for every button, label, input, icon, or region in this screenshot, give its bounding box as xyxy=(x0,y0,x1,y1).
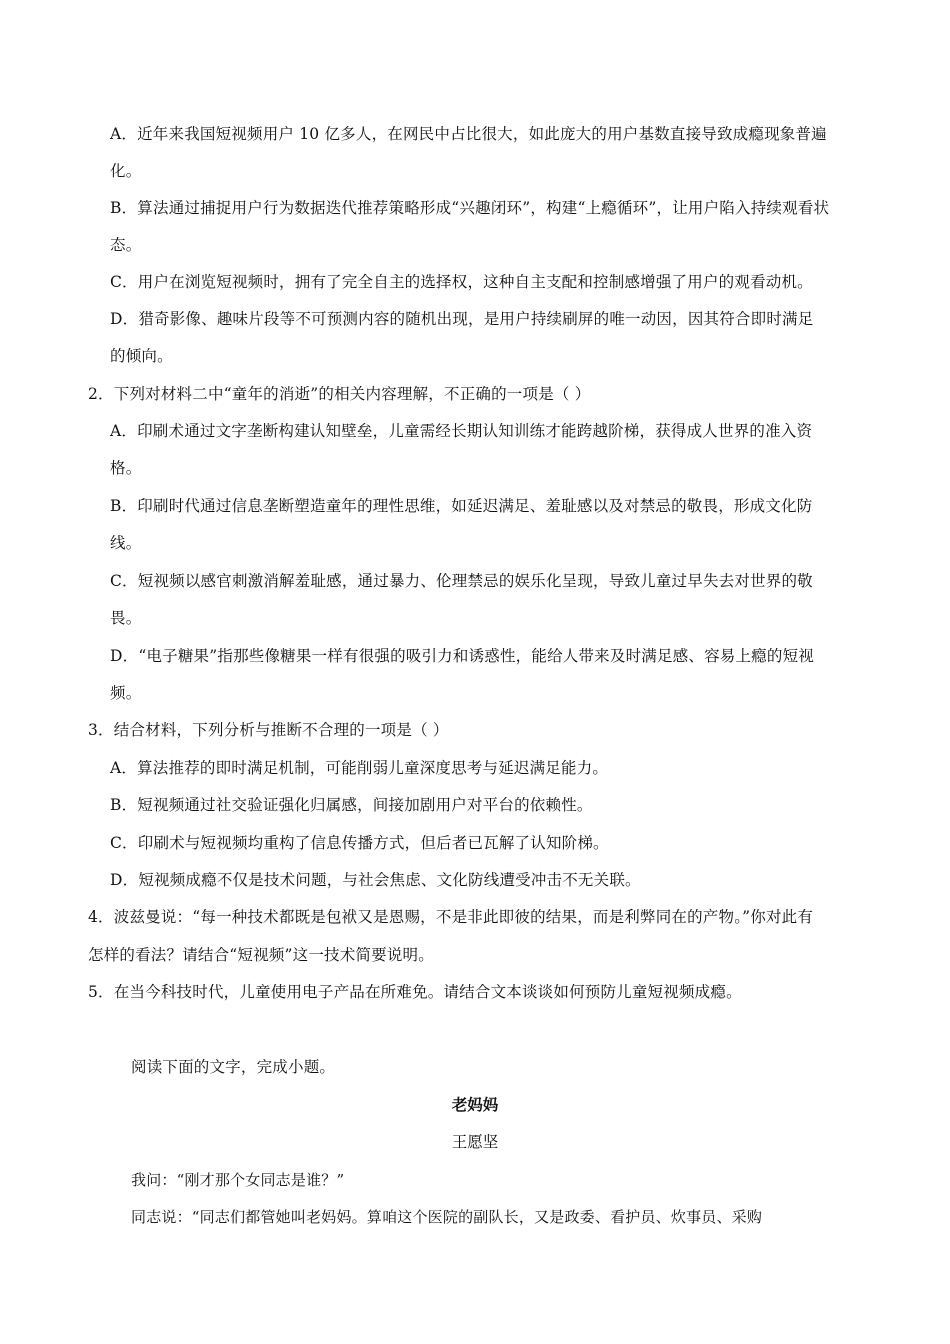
q3-option-b: B．短视频通过社交验证强化归属感，间接加剧用户对平台的依赖性。 xyxy=(110,796,593,814)
q1-option-d-line2: 的倾向。 xyxy=(110,347,173,365)
q1-option-c: C．用户在浏览短视频时，拥有了完全自主的选择权，这种自主支配和控制感增强了用户的观看动机。 xyxy=(110,273,813,291)
q1-option-a-line2: 化。 xyxy=(110,162,142,180)
q4-line1: 4．波兹曼说：“每一种技术都既是包袱又是恩赐，不是非此即彼的结果，而是利弊同在的产物。”你对此有 xyxy=(88,908,814,926)
q2-option-a-line2: 格。 xyxy=(110,459,142,477)
q2-option-b-line2: 线。 xyxy=(110,534,142,552)
q2-stem: 2．下列对材料二中“童年的消逝”的相关内容理解，不正确的一项是（ ） xyxy=(88,385,591,403)
reading-instruction: 阅读下面的文字，完成小题。 xyxy=(131,1058,336,1076)
q2-option-d-line1: D．“电子糖果”指那些像糖果一样有很强的吸引力和诱惑性，能给人带来及时满足感、容易上瘾的短视 xyxy=(110,647,814,665)
q3-stem: 3．结合材料，下列分析与推断不合理的一项是（ ） xyxy=(88,721,449,739)
story-paragraph-1: 我问：“刚才那个女同志是谁？” xyxy=(131,1171,345,1189)
q3-option-c: C．印刷术与短视频均重构了信息传播方式，但后者已瓦解了认知阶梯。 xyxy=(110,834,609,852)
story-paragraph-2: 同志说：“同志们都管她叫老妈妈。算咱这个医院的副队长，又是政委、看护员、炊事员、采购 xyxy=(131,1208,763,1226)
q2-option-c-line1: C．短视频以感官刺激消解羞耻感，通过暴力、伦理禁忌的娱乐化呈现，导致儿童过早失去对世界的敬 xyxy=(110,572,813,590)
q2-option-d-line2: 频。 xyxy=(110,684,142,702)
q2-option-b-line1: B．印刷时代通过信息垄断塑造童年的理性思维，如延迟满足、羞耻感以及对禁忌的敬畏，形成文化防 xyxy=(110,497,813,515)
story-title: 老妈妈 xyxy=(451,1095,499,1114)
q2-option-a-line1: A．印刷术通过文字垄断构建认知壁垒，儿童需经长期认知训练才能跨越阶梯，获得成人世界的准入资 xyxy=(110,422,813,440)
q3-option-d: D．短视频成瘾不仅是技术问题，与社会焦虑、文化防线遭受冲击不无关联。 xyxy=(110,871,641,889)
q3-option-a: A．算法推荐的即时满足机制，可能削弱儿童深度思考与延迟满足能力。 xyxy=(110,759,609,777)
q5: 5．在当今科技时代，儿童使用电子产品在所难免。请结合文本谈谈如何预防儿童短视频成瘾。 xyxy=(88,983,742,1001)
q4-line2: 怎样的看法？请结合“短视频”这一技术简要说明。 xyxy=(88,946,434,964)
q1-option-a-line1: A．近年来我国短视频用户 10 亿多人，在网民中占比很大，如此庞大的用户基数直接导致成瘾现象普遍 xyxy=(110,125,827,143)
q1-option-b-line2: 态。 xyxy=(110,236,142,254)
q1-option-b-line1: B．算法通过捕捉用户行为数据迭代推荐策略形成“兴趣闭环”，构建“上瘾循环”，让用户陷入持续观看状 xyxy=(110,199,830,217)
story-author: 王愿坚 xyxy=(451,1133,499,1151)
q2-option-c-line2: 畏。 xyxy=(110,609,142,627)
q1-option-d-line1: D．猎奇影像、趣味片段等不可预测内容的随机出现，是用户持续刷屏的唯一动因，因其符合即时满足 xyxy=(110,310,814,328)
